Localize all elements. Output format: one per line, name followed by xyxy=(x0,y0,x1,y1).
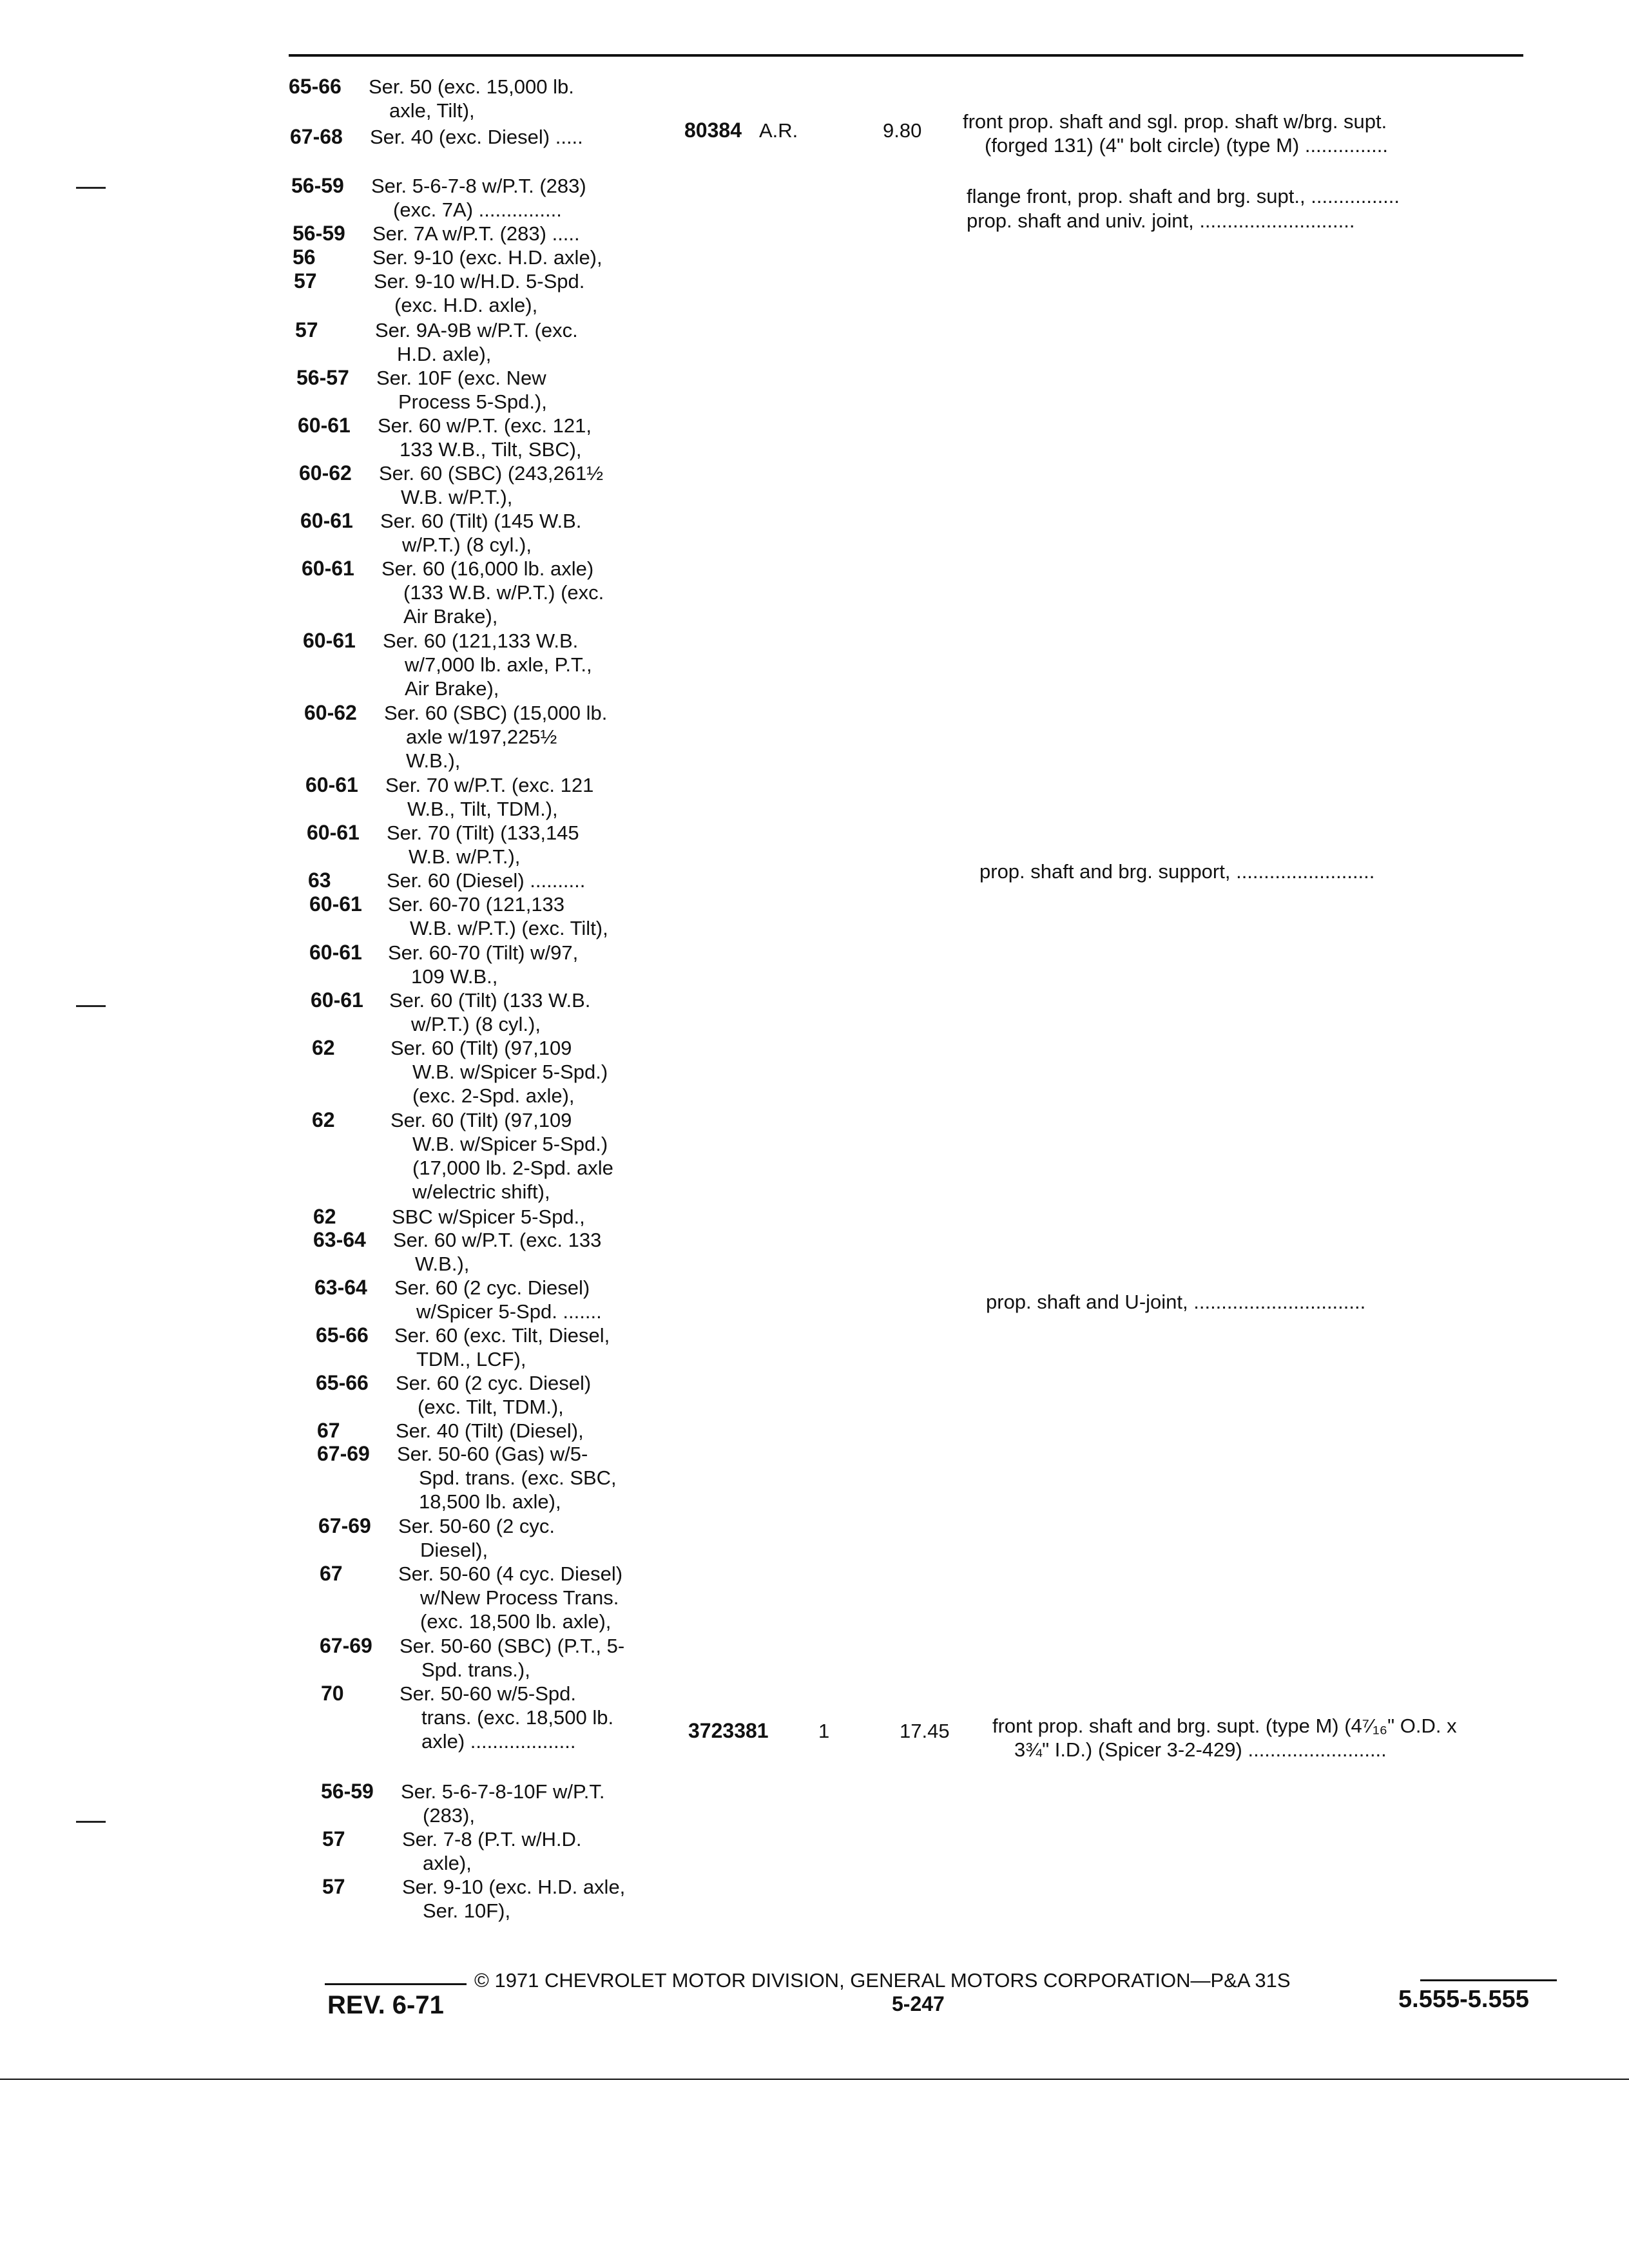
application-text: (133 W.B. w/P.T.) (exc. xyxy=(403,581,604,604)
application-text: Ser. 40 (exc. Diesel) ..... xyxy=(370,126,583,148)
application-text: Ser. 60 (Tilt) (133 W.B. xyxy=(389,989,591,1012)
page-number: 5-247 xyxy=(892,1992,945,2015)
application-text: Ser. 60 (121,133 W.B. xyxy=(383,629,579,652)
part-description: front prop. shaft and sgl. prop. shaft w/brg. supt. xyxy=(963,110,1387,133)
application-text: W.B.), xyxy=(406,749,461,772)
application-text: 109 W.B., xyxy=(411,965,498,988)
year-range: 57 xyxy=(294,269,317,293)
part-description: prop. shaft and U-joint, ............................... xyxy=(986,1291,1366,1313)
application-text: Ser. 7-8 (P.T. w/H.D. xyxy=(402,1828,582,1850)
application-text: W.B. w/Spicer 5-Spd.) xyxy=(412,1061,608,1083)
application-text: Ser. 5-6-7-8 w/P.T. (283) xyxy=(371,175,586,197)
part-quantity: 1 xyxy=(818,1720,830,1742)
application-text: Ser. 60-70 (121,133 xyxy=(388,893,565,916)
margin-mark xyxy=(76,1821,106,1823)
application-text: Air Brake), xyxy=(403,605,498,628)
application-text: Ser. 50-60 w/5-Spd. xyxy=(400,1682,576,1705)
year-range: 60-61 xyxy=(298,414,351,437)
year-range: 67-69 xyxy=(318,1514,371,1537)
application-text: Ser. 60-70 (Tilt) w/97, xyxy=(388,941,579,964)
year-range: 70 xyxy=(321,1682,344,1705)
part-description: prop. shaft and brg. support, ......................... xyxy=(979,860,1375,883)
application-text: Ser. 60 (2 cyc. Diesel) xyxy=(396,1372,592,1394)
application-text: (17,000 lb. 2-Spd. axle xyxy=(412,1157,613,1179)
application-text: Spd. trans.), xyxy=(421,1658,530,1681)
application-text: w/Spicer 5-Spd. ....... xyxy=(416,1300,602,1323)
year-range: 60-62 xyxy=(299,461,352,485)
application-text: (exc. 7A) ............... xyxy=(393,198,562,221)
year-range: 56-59 xyxy=(293,222,345,245)
application-text: W.B.), xyxy=(415,1253,470,1275)
part-description: flange front, prop. shaft and brg. supt., ................ xyxy=(967,185,1400,207)
part-description: (forged 131) (4" bolt circle) (type M) ............... xyxy=(985,134,1389,157)
year-range: 60-61 xyxy=(309,941,362,964)
year-range: 56-59 xyxy=(321,1780,374,1803)
section-number: 5.555-5.555 xyxy=(1398,1986,1529,2013)
application-text: Ser. 50-60 (2 cyc. xyxy=(398,1515,555,1537)
application-text: Ser. 9-10 w/H.D. 5-Spd. xyxy=(374,270,585,293)
part-price: 17.45 xyxy=(900,1720,950,1742)
year-range: 56-57 xyxy=(296,366,349,389)
application-text: Ser. 60 w/P.T. (exc. 121, xyxy=(378,414,592,437)
application-text: Ser. 50-60 (Gas) w/5- xyxy=(397,1443,588,1465)
year-range: 67-68 xyxy=(290,125,343,148)
application-text: Ser. 50 (exc. 15,000 lb. xyxy=(369,75,574,98)
part-description: prop. shaft and univ. joint, ............................ xyxy=(967,209,1355,232)
copyright-notice: © 1971 CHEVROLET MOTOR DIVISION, GENERAL MOTORS CORPORATION—P&A 31S xyxy=(474,1969,1291,1992)
application-text: Ser. 60 (exc. Tilt, Diesel, xyxy=(394,1324,610,1347)
part-number: 80384 xyxy=(684,119,742,142)
bottom-edge-rule xyxy=(0,2079,1629,2080)
application-text: W.B. w/P.T.), xyxy=(401,486,513,508)
year-range: 60-61 xyxy=(300,509,353,532)
year-range: 62 xyxy=(313,1205,336,1228)
application-text: TDM., LCF), xyxy=(416,1348,526,1370)
application-text: trans. (exc. 18,500 lb. xyxy=(421,1706,614,1729)
year-range: 63-64 xyxy=(314,1276,367,1299)
application-text: Diesel), xyxy=(420,1539,488,1561)
application-text: Ser. 70 w/P.T. (exc. 121 xyxy=(385,774,594,796)
year-range: 60-62 xyxy=(304,701,357,724)
application-text: axle, Tilt), xyxy=(389,99,475,122)
year-range: 60-61 xyxy=(302,557,354,580)
application-text: Spd. trans. (exc. SBC, xyxy=(419,1466,617,1489)
application-text: w/New Process Trans. xyxy=(420,1586,619,1609)
application-text: Ser. 60 (Tilt) (97,109 xyxy=(390,1037,572,1059)
application-text: Ser. 60 (2 cyc. Diesel) xyxy=(394,1276,590,1299)
year-range: 67 xyxy=(320,1562,343,1585)
application-text: (283), xyxy=(423,1804,475,1827)
part-price: 9.80 xyxy=(883,119,922,142)
application-text: 18,500 lb. axle), xyxy=(419,1490,561,1513)
year-range: 65-66 xyxy=(289,75,342,98)
application-text: Ser. 10F), xyxy=(423,1899,511,1922)
year-range: 67 xyxy=(317,1419,340,1442)
year-range: 65-66 xyxy=(316,1323,369,1347)
year-range: 60-61 xyxy=(303,629,356,652)
application-text: Ser. 7A w/P.T. (283) ..... xyxy=(372,222,580,245)
application-text: Ser. 9-10 (exc. H.D. axle), xyxy=(372,246,602,269)
year-range: 62 xyxy=(312,1036,335,1059)
application-text: Ser. 40 (Tilt) (Diesel), xyxy=(396,1419,584,1442)
application-text: Ser. 60 (Tilt) (145 W.B. xyxy=(380,510,582,532)
year-range: 57 xyxy=(295,318,318,341)
application-text: axle), xyxy=(423,1852,472,1874)
part-quantity: A.R. xyxy=(759,119,798,142)
application-text: Ser. 60 (Tilt) (97,109 xyxy=(390,1109,572,1131)
year-range: 62 xyxy=(312,1108,335,1131)
application-text: Ser. 50-60 (4 cyc. Diesel) xyxy=(398,1562,623,1585)
application-text: W.B. w/P.T.), xyxy=(409,845,521,868)
part-number: 3723381 xyxy=(688,1719,769,1742)
part-description: 3¾" I.D.) (Spicer 3-2-429) ......................... xyxy=(1014,1738,1387,1761)
application-text: w/electric shift), xyxy=(412,1180,550,1203)
application-text: W.B. w/P.T.) (exc. Tilt), xyxy=(410,917,608,939)
application-text: Ser. 60 (Diesel) .......... xyxy=(387,869,586,892)
application-text: Ser. 70 (Tilt) (133,145 xyxy=(387,822,579,844)
application-text: H.D. axle), xyxy=(397,343,492,365)
footer-rule-left xyxy=(325,1983,467,1985)
year-range: 57 xyxy=(322,1827,345,1850)
footer-rule-right xyxy=(1420,1979,1557,1981)
application-text: (exc. Tilt, TDM.), xyxy=(418,1396,564,1418)
application-text: Ser. 9-10 (exc. H.D. axle, xyxy=(402,1876,626,1898)
year-range: 56-59 xyxy=(291,174,344,197)
application-text: (exc. 18,500 lb. axle), xyxy=(420,1610,612,1633)
year-range: 56 xyxy=(293,245,316,269)
year-range: 65-66 xyxy=(316,1371,369,1394)
application-text: Air Brake), xyxy=(405,677,499,700)
application-text: w/P.T.) (8 cyl.), xyxy=(402,533,532,556)
revision-label: REV. 6-71 xyxy=(327,1991,444,2019)
year-range: 57 xyxy=(322,1875,345,1898)
margin-mark xyxy=(76,187,106,189)
application-text: Ser. 9A-9B w/P.T. (exc. xyxy=(375,319,578,341)
application-text: Ser. 60 w/P.T. (exc. 133 xyxy=(393,1229,602,1251)
margin-mark xyxy=(76,1005,106,1007)
year-range: 67-69 xyxy=(320,1634,372,1657)
application-text: (exc. H.D. axle), xyxy=(394,294,538,316)
top-rule xyxy=(289,54,1523,57)
year-range: 63-64 xyxy=(313,1228,366,1251)
application-text: Ser. 10F (exc. New xyxy=(376,367,546,389)
year-range: 63 xyxy=(308,869,331,892)
application-text: w/P.T.) (8 cyl.), xyxy=(411,1013,541,1035)
application-text: Ser. 60 (16,000 lb. axle) xyxy=(381,557,594,580)
year-range: 60-61 xyxy=(309,892,362,916)
part-description: front prop. shaft and brg. supt. (type M) (4⁷⁄₁₆" O.D. x xyxy=(992,1715,1457,1737)
application-text: 133 W.B., Tilt, SBC), xyxy=(400,438,582,461)
application-text: W.B. w/Spicer 5-Spd.) xyxy=(412,1133,608,1155)
application-text: Ser. 50-60 (SBC) (P.T., 5- xyxy=(400,1635,625,1657)
application-text: w/7,000 lb. axle, P.T., xyxy=(405,653,592,676)
application-text: axle w/197,225½ xyxy=(406,726,557,748)
application-text: SBC w/Spicer 5-Spd., xyxy=(392,1206,585,1228)
application-text: (exc. 2-Spd. axle), xyxy=(412,1084,575,1107)
year-range: 60-61 xyxy=(305,773,358,796)
application-text: Process 5-Spd.), xyxy=(398,390,547,413)
year-range: 60-61 xyxy=(307,821,360,844)
year-range: 60-61 xyxy=(311,988,363,1012)
application-text: axle) ................... xyxy=(421,1730,576,1753)
application-text: Ser. 60 (SBC) (15,000 lb. xyxy=(384,702,608,724)
application-text: W.B., Tilt, TDM.), xyxy=(407,798,558,820)
application-text: Ser. 60 (SBC) (243,261½ xyxy=(379,462,604,485)
year-range: 67-69 xyxy=(317,1442,370,1465)
application-text: Ser. 5-6-7-8-10F w/P.T. xyxy=(401,1780,605,1803)
